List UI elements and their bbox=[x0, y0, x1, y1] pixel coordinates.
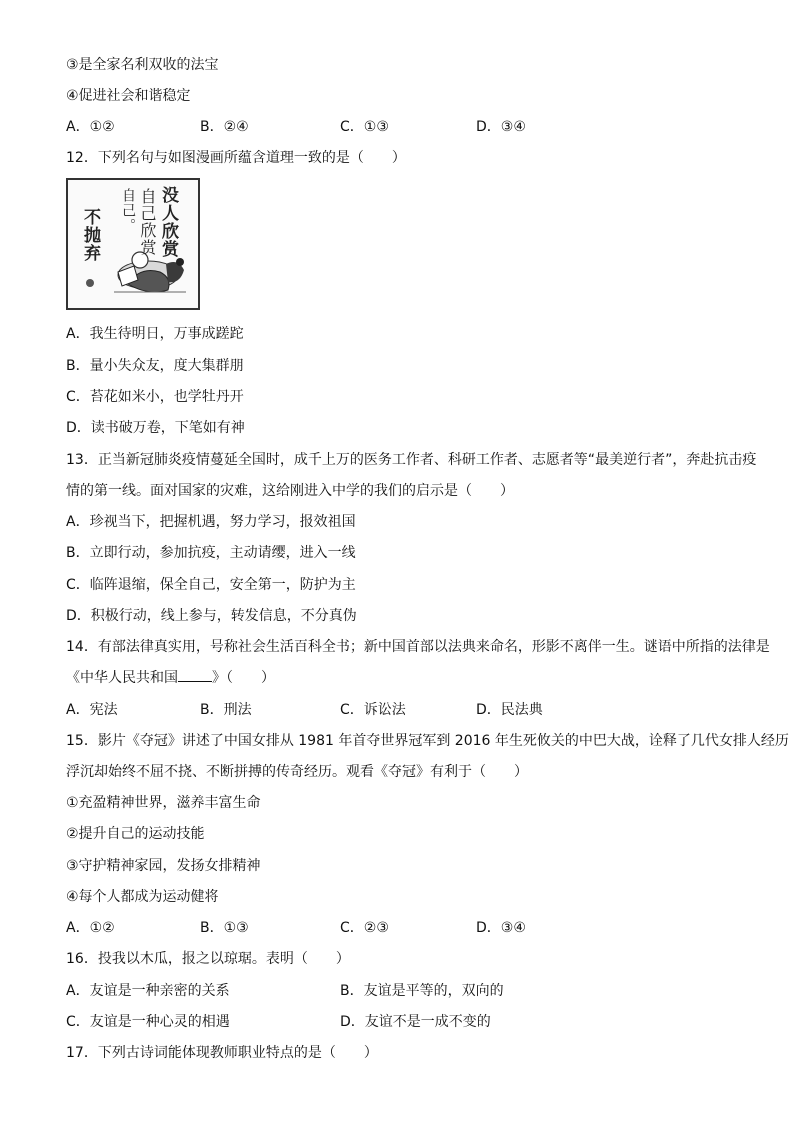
q13-stem-line2: 情的第一线。面对国家的灾难，这给刚进入中学的我们的启示是（ ） bbox=[66, 483, 514, 499]
q12-option-b: B．量小失众友，度大集群朋 bbox=[66, 358, 244, 374]
q16-option-b: B．友谊是平等的，双向的 bbox=[340, 983, 504, 999]
q15-stem-line2: 浮沉却始终不屈不挠、不断拼搏的传奇经历。观看《夺冠》有利于（ ） bbox=[66, 764, 528, 780]
q14-stem-line2-part2: 》（ ） bbox=[212, 670, 275, 686]
cartoon-caption-col2: 自己欣赏 bbox=[138, 188, 157, 256]
q11-item-3: ③是全家名利双收的法宝 bbox=[66, 57, 219, 73]
q14-answer-blank bbox=[178, 669, 212, 682]
q15-option-b: B．①③ bbox=[200, 920, 249, 936]
q16-option-d: D．友谊不是一成不变的 bbox=[340, 1014, 491, 1030]
q15-option-a: A．①② bbox=[66, 920, 115, 936]
q13-option-c: C．临阵退缩，保全自己，安全第一，防护为主 bbox=[66, 577, 356, 593]
q15-stem-line1: 15．影片《夺冠》讲述了中国女排从 1981 年首夺世界冠军到 2016 年生死攸关的中巴大战，诠释了几代女排人经历 bbox=[66, 733, 789, 749]
q15-option-d: D．③④ bbox=[476, 920, 526, 936]
q12-option-a: A．我生待明日，万事成蹉跎 bbox=[66, 326, 244, 342]
q15-item-4: ④每个人都成为运动健将 bbox=[66, 889, 219, 905]
q15-option-c: C．②③ bbox=[340, 920, 389, 936]
q11-option-c: C．①③ bbox=[340, 119, 389, 135]
q13-stem-line1: 13．正当新冠肺炎疫情蔓延全国时，成千上万的医务工作者、科研工作者、志愿者等“最美逆行者”，奔赴抗击疫 bbox=[66, 452, 757, 468]
q14-option-d: D．民法典 bbox=[476, 702, 543, 718]
q11-item-4: ④促进社会和谐稳定 bbox=[66, 88, 191, 104]
q16-stem: 16．投我以木瓜，报之以琼琚。表明（ ） bbox=[66, 951, 350, 967]
q12-option-c: C．苔花如米小，也学牡丹开 bbox=[66, 389, 244, 405]
q12-option-d: D．读书破万卷，下笔如有神 bbox=[66, 420, 245, 436]
q17-stem: 17．下列古诗词能体现教师职业特点的是（ ） bbox=[66, 1045, 378, 1061]
q16-option-a: A．友谊是一种亲密的关系 bbox=[66, 983, 230, 999]
q11-option-a: A．①② bbox=[66, 119, 115, 135]
q16-option-c: C．友谊是一种心灵的相遇 bbox=[66, 1014, 230, 1030]
q13-option-d: D．积极行动，线上参与，转发信息，不分真伪 bbox=[66, 608, 357, 624]
q15-item-3: ③守护精神家园，发扬女排精神 bbox=[66, 858, 261, 874]
q14-stem-line1: 14．有部法律真实用，号称社会生活百科全书；新中国首部以法典来命名，形影不离伴一生。谜语中所指的法律是 bbox=[66, 639, 770, 655]
q12-cartoon-image bbox=[66, 178, 200, 310]
q14-option-c: C．诉讼法 bbox=[340, 702, 406, 718]
cartoon-title-side: 不抛弃 bbox=[80, 208, 100, 262]
q13-option-b: B．立即行动，参加抗疫，主动请缨，进入一线 bbox=[66, 545, 356, 561]
q14-option-a: A．宪法 bbox=[66, 702, 118, 718]
q15-item-2: ②提升自己的运动技能 bbox=[66, 826, 205, 842]
q13-option-a: A．珍视当下，把握机遇，努力学习，报效祖国 bbox=[66, 514, 356, 530]
q15-item-1: ①充盈精神世界，滋养丰富生命 bbox=[66, 795, 261, 811]
q14-stem-line2 bbox=[66, 669, 275, 687]
cartoon-caption-col3: 自己。 bbox=[120, 188, 136, 233]
q12-stem: 12．下列名句与如图漫画所蕴含道理一致的是（ ） bbox=[66, 150, 406, 166]
q14-stem-line2-part1: 《中华人民共和国 bbox=[66, 670, 178, 686]
q11-option-b: B．②④ bbox=[200, 119, 249, 135]
q14-option-b: B．刑法 bbox=[200, 702, 252, 718]
cartoon-caption-col1: 没人欣赏 bbox=[158, 186, 178, 258]
q11-option-d: D．③④ bbox=[476, 119, 526, 135]
